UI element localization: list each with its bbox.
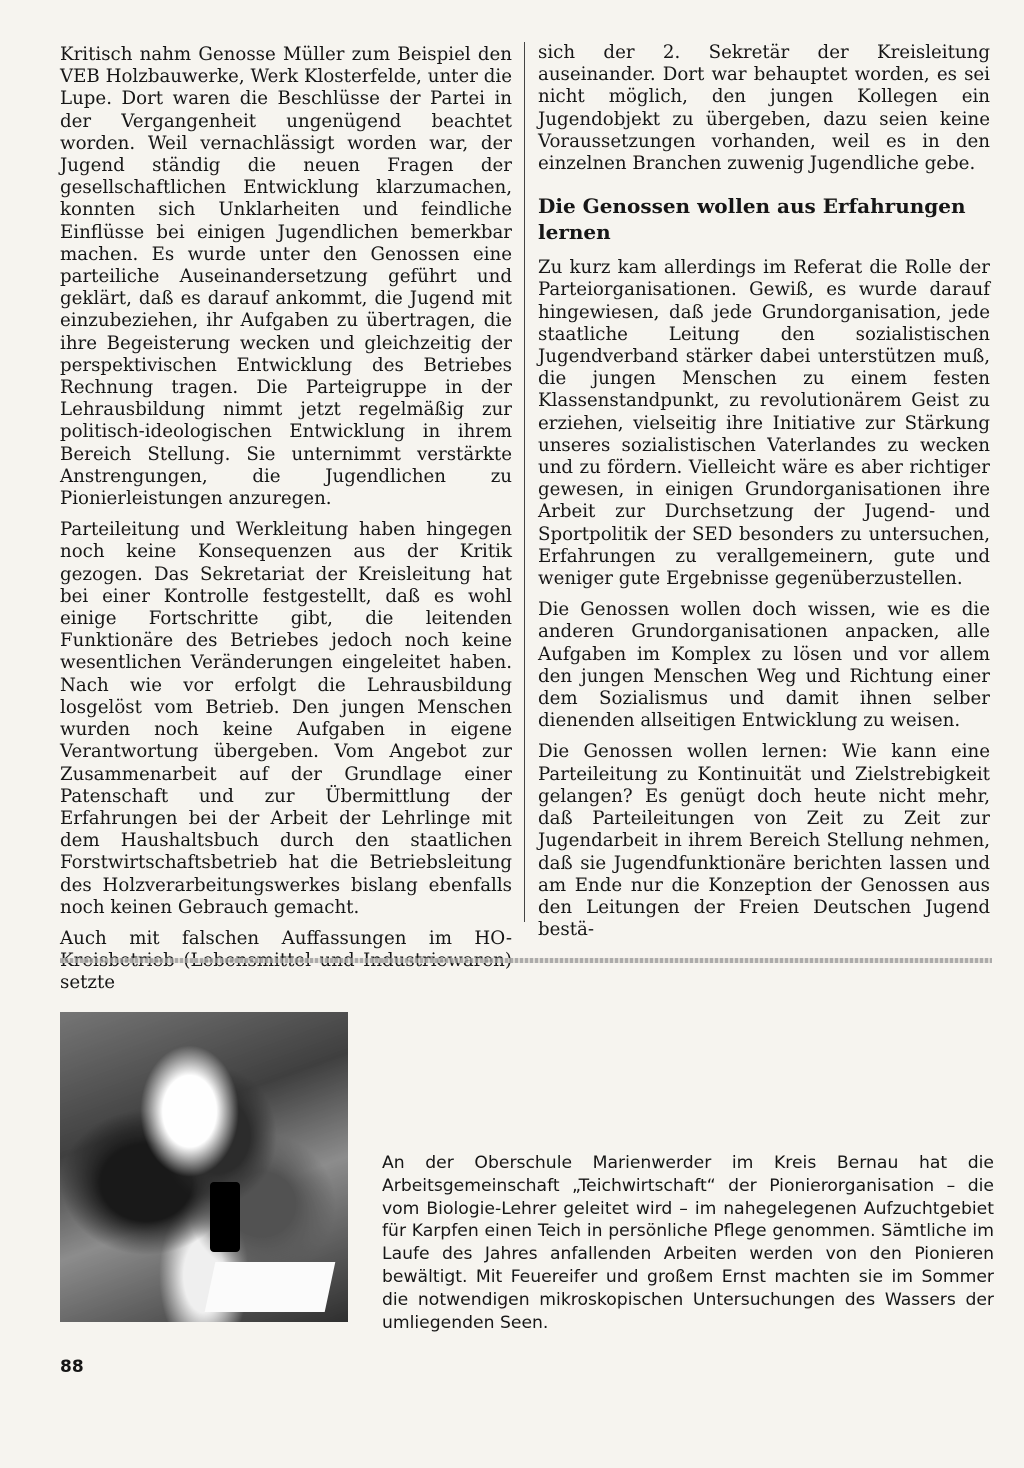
section-rule bbox=[60, 958, 992, 963]
right-column bbox=[538, 42, 990, 950]
section-heading: Die Genossen wollen aus Erfahrungen lernen bbox=[538, 194, 966, 245]
paragraph: sich der 2. Sekretär der Kreisleitung auseinander. Dort war behauptet worden, es sei nicht möglich, den jungen Kollegen ein Jugendobjekt zu übergeben, dazu seien keine Voraussetzungen vorhanden, weil es in den einzelnen Branchen zuwenig Jugendliche gebe. bbox=[538, 42, 990, 175]
microscope-shape bbox=[210, 1182, 240, 1252]
photo-pupils-microscope bbox=[60, 1012, 348, 1322]
photo-caption: An der Oberschule Marienwerder im Kreis Bernau hat die Arbeitsgemeinschaft „Teichwirtschaft“ der Pionierorganisation – die vom Biologie-Lehrer geleitet wird – im nahegelegenen Aufzuchtgebiet für Karpfen einen Teich in persönliche Pflege genommen. Sämtliche im Laufe des Jahres anfallenden Arbeiten werden von den Pionieren bewältigt. Mit Feuereifer und großem Ernst machten sie im Sommer die notwendigen mikroskopischen Untersuchungen des Wassers der umliegenden Seen. bbox=[382, 1153, 994, 1333]
paragraph: Parteileitung und Werkleitung haben hingegen noch keine Konsequenzen aus der Kritik gezogen. Das Sekretariat der Kreisleitung hat bei einer Kontrolle festgestellt, daß es wohl einige Fortschritte gibt, die leitenden Funktionäre des Betriebes jedoch noch keine wesentlichen Veränderungen eingeleitet haben. Nach wie vor erfolgt die Lehrausbildung losgelöst vom Betrieb. Den jungen Menschen wurden noch keine Aufgaben in eigene Verantwortung übergeben. Vom Angebot zur Zusammenarbeit auf der Grundlage einer Patenschaft und zur Übermittlung der Erfahrungen bei der Arbeit der Lehrlinge mit dem Haushaltsbuch durch den staatlichen Forstwirtschaftsbetrieb hat die Betriebsleitung des Holzverarbeitungswerkes bislang ebenfalls noch keinen Gebrauch gemacht. bbox=[60, 519, 512, 918]
paragraph: Die Genossen wollen lernen: Wie kann eine Parteileitung zu Kontinuität und Zielstrebigkeit gelangen? Es genügt doch heute nicht mehr, daß Parteileitungen von Zeit zu Zeit zur Jugendarbeit in ihrem Bereich Stellung nehmen, daß sie Jugendfunktionäre berichten lassen und am Ende nur die Konzeption der Genossen aus den Leitungen der Freien Deutschen Jugend bestä- bbox=[538, 741, 990, 941]
slide-shape bbox=[205, 1262, 336, 1312]
left-column bbox=[60, 44, 512, 1004]
paragraph: Kritisch nahm Genosse Müller zum Beispiel den VEB Holzbauwerke, Werk Klosterfelde, unter die Lupe. Dort waren die Beschlüsse der Partei in der Vergangenheit ungenügend beachtet worden. Weil vernachlässigt worden war, der Jugend ständig die neuen Fragen der gesellschaftlichen Entwicklung klarzumachen, konnten sich Unklarheiten und feindliche Einflüsse bei einigen Jugendlichen bemerkbar machen. Es wurde unter den Genossen eine parteiliche Auseinandersetzung geführt und geklärt, daß es darauf ankommt, die Jugend mit einzubeziehen, ihr Aufgaben zu übertragen, die ihre Begeisterung wecken und gleichzeitig der perspektivischen Entwicklung des Betriebes Rechnung tragen. Die Parteigruppe in der Lehrausbildung nimmt jetzt regelmäßig zur politisch-ideologischen Entwicklung in ihrem Bereich Stellung. Sie unternimmt verstärkte Anstrengungen, die Jugendlichen zu Pionierleistungen anzuregen. bbox=[60, 44, 512, 510]
paragraph: Auch mit falschen Auffassungen im HO- setzte bbox=[60, 927, 512, 994]
paragraph: Zu kurz kam allerdings im Referat die Rolle der Parteiorganisationen. Gewiß, es wurde darauf hingewiesen, daß jede Grundorganisation, jede staatliche Leitung den sozialistischen Jugendverband stärker dabei unterstützen muß, die jungen Menschen zu einem festen Klassenstandpunkt, zu revolutionärem Geist zu erziehen, vielseitig ihre Initiative zur Stärkung unseres sozialistischen Vaterlandes zu wecken und zu fördern. Vielleicht wäre es aber richtiger gewesen, in einigen Grundorganisationen ihre Arbeit zur Durchsetzung der Jugend- und Sportpolitik der SED besonders zu untersuchen, Erfahrungen zu verallgemeinern, gute und weniger gute Ergebnisse gegenüberzustellen. bbox=[538, 257, 990, 590]
column-divider bbox=[524, 42, 525, 922]
page-number: 88 bbox=[60, 1357, 84, 1377]
paragraph: Die Genossen wollen doch wissen, wie es die anderen Grundorganisationen anpacken, alle Aufgaben im Komplex zu lösen und vor allem den jungen Menschen Weg und Richtung einer dem Sozialismus und damit ihnen selber dienenden allseitigen Entwicklung zu weisen. bbox=[538, 599, 990, 732]
